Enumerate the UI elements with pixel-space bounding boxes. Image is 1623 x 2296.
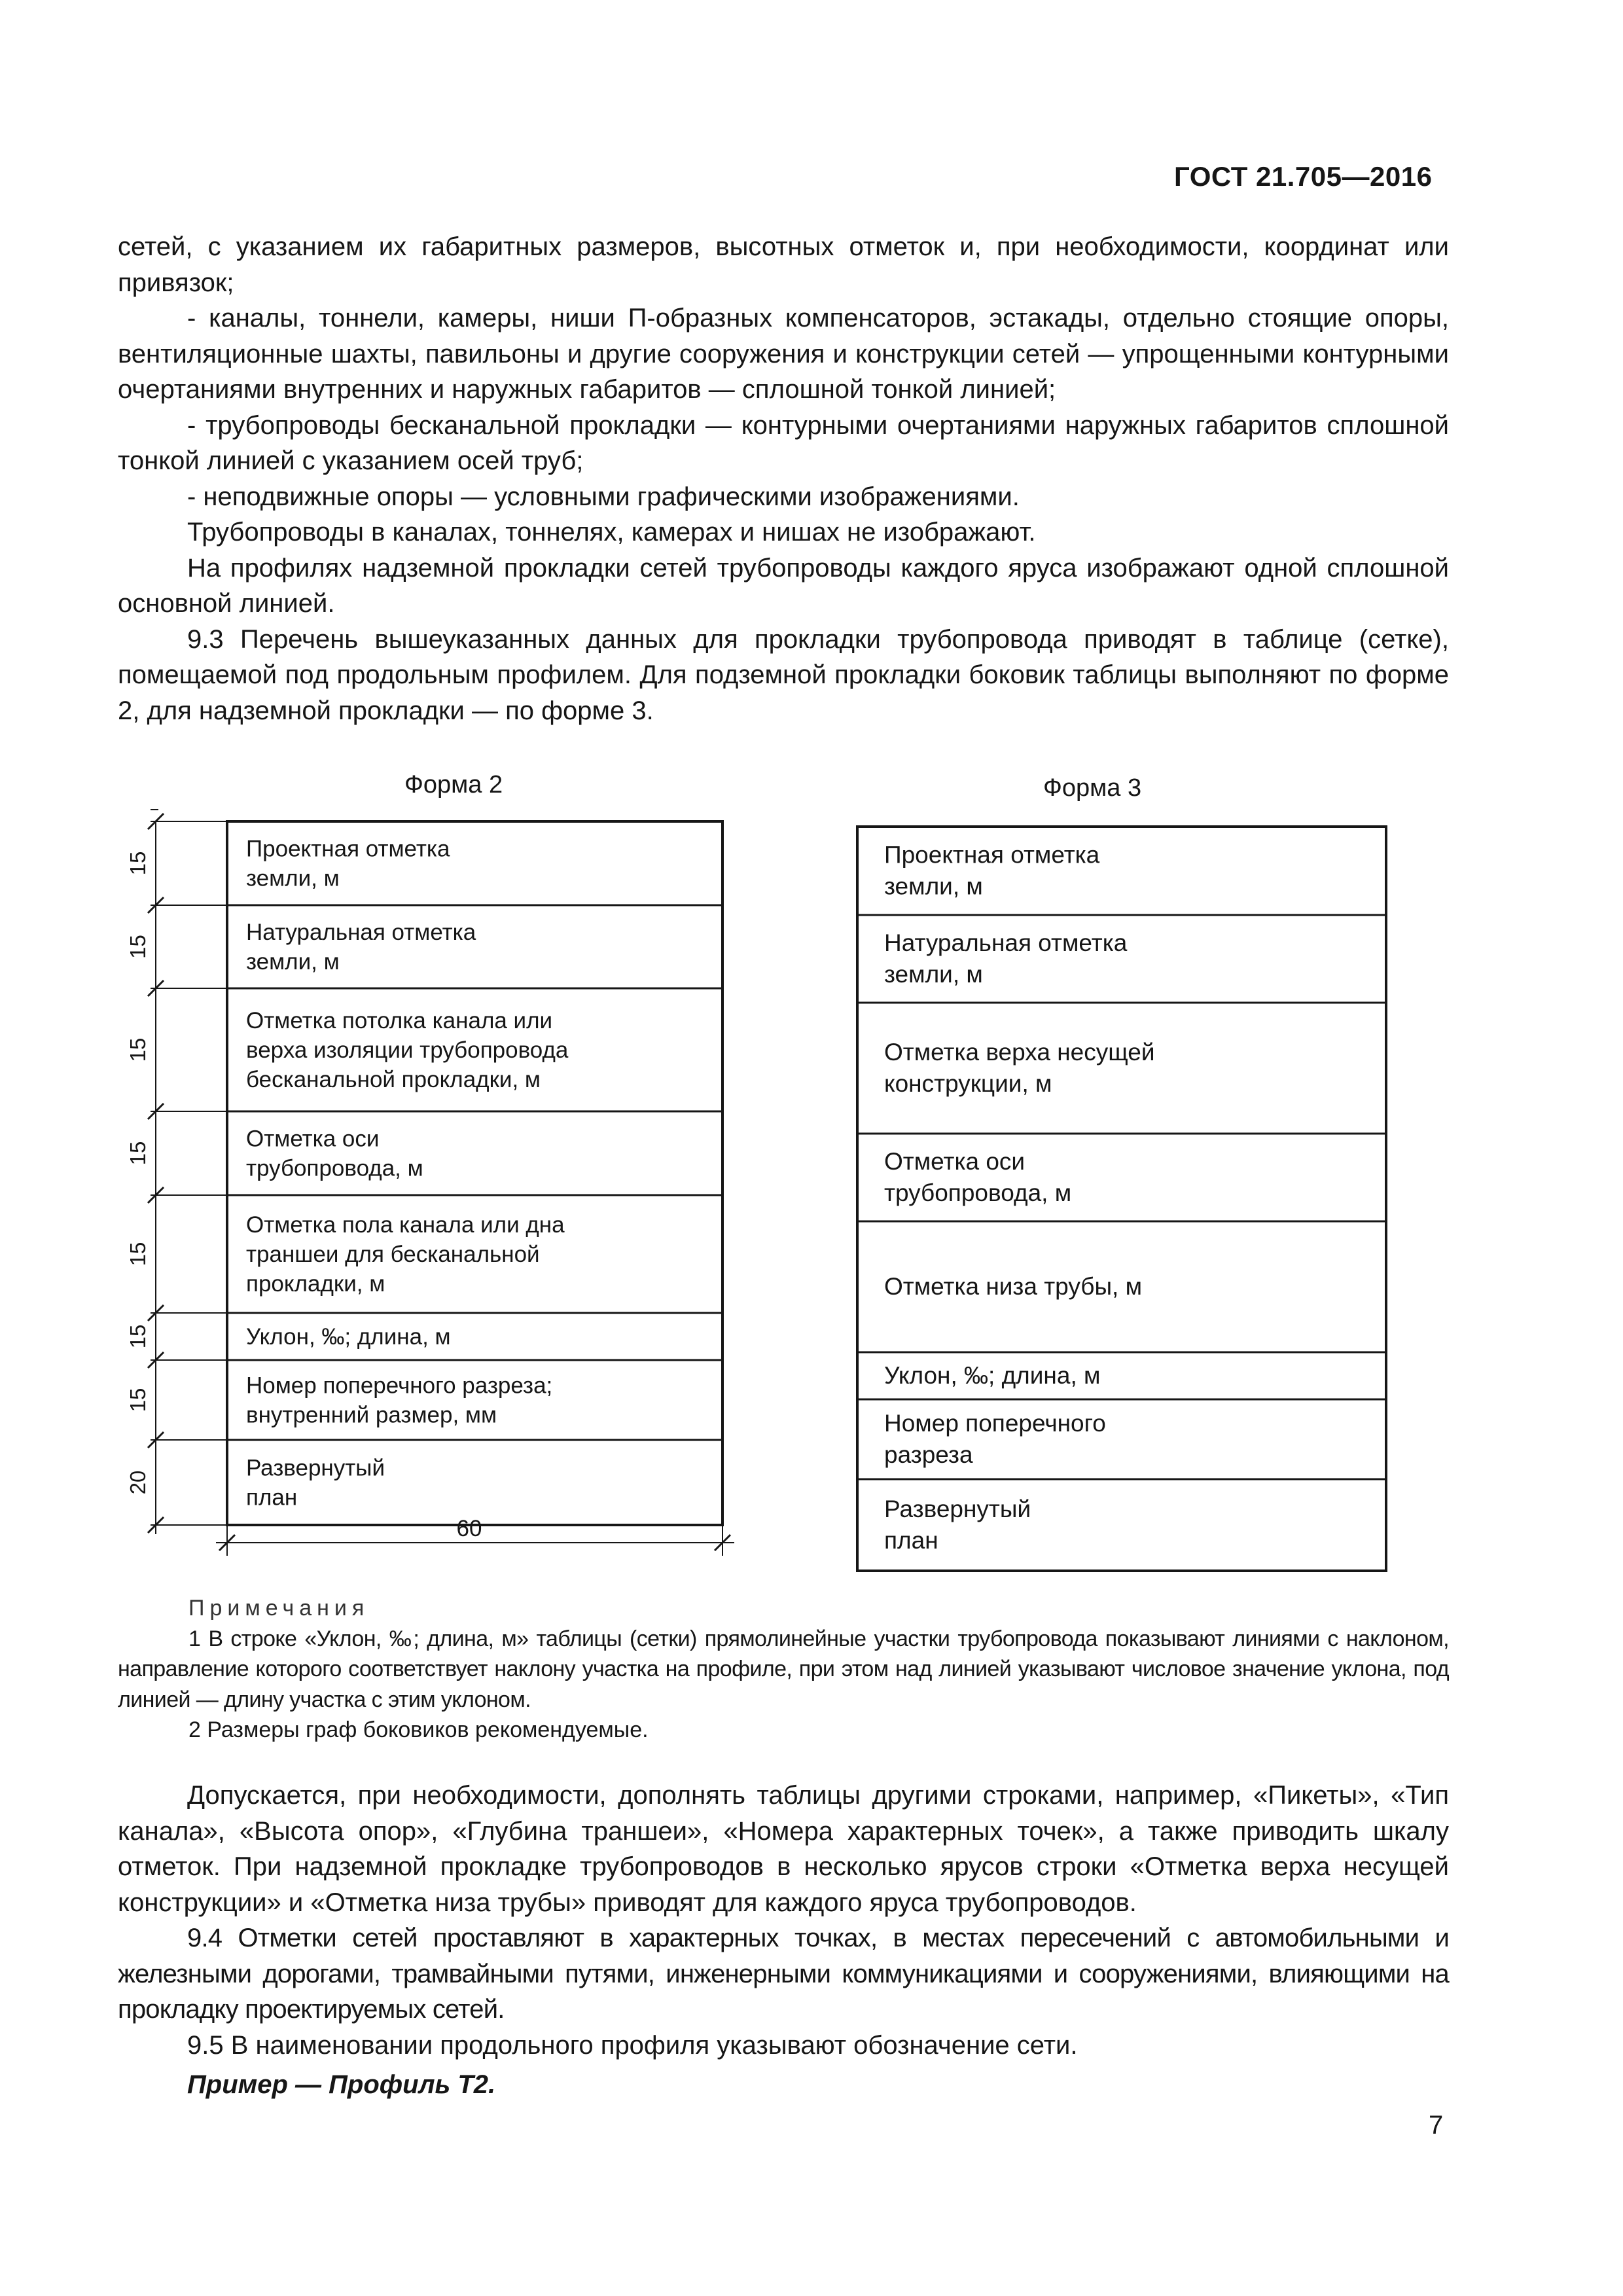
form2-row-dimension: 20 xyxy=(126,1470,150,1495)
form2-cell-text: бесканальной прокладки, м xyxy=(246,1067,541,1092)
form2-cell-text: земли, м xyxy=(246,949,340,975)
note-item: 2 Размеры граф боковиков рекомендуемые. xyxy=(188,1717,649,1742)
form2-cell-text: Отметка потолка канала или xyxy=(246,1008,553,1033)
form2-cell-text: Натуральная отметка xyxy=(246,920,476,945)
paragraph: - трубопроводы бесканальной прокладки — контурными очертаниями наружных габаритов сплошной тонкой линией с указанием осей труб; xyxy=(118,410,1449,475)
paragraph: 9.4 Отметки сетей проставляют в характерных точках, в местах пересечений с автомобильными и железными дорогами, трамвайными путями, инженерными коммуникациями и сооружениями, влияющими на прокладку проектируемых сетей. xyxy=(118,1924,1449,2024)
paragraph: Допускается, при необходимости, дополнять таблицы другими строками, например, «Пикеты», «Тип канала», «Высота опор», «Глубина траншеи», «Номера характерных точек», а также приводить шкалу отметок. При надземной прокладке трубопроводов в несколько ярусов строки «Отметка верха несущей конструкции» и «Отметка низа трубы» приводят для каждого яруса трубопроводов. xyxy=(118,1781,1449,1917)
paragraph: - неподвижные опоры — условными графическими изображениями. xyxy=(187,482,1020,511)
paragraph: сетей, с указанием их габаритных размеров, высотных отметок и, при необходимости, координат или привязок; xyxy=(118,232,1449,297)
form3-cell-text: Натуральная отметка xyxy=(884,929,1128,956)
form3-cell-text: трубопровода, м xyxy=(884,1179,1072,1206)
form3-cell-text: Отметка низа трубы, м xyxy=(884,1273,1143,1300)
document-code: ГОСТ 21.705—2016 xyxy=(1174,161,1433,192)
form3-cell-text: Проектная отметка xyxy=(884,841,1100,869)
notes xyxy=(118,1593,1449,1746)
paragraph: 9.5 В наименовании продольного профиля указывают обозначение сети. xyxy=(187,2030,1078,2060)
bottom-text xyxy=(118,1778,1449,2103)
form2-row-dimension: 15 xyxy=(126,1141,150,1166)
paragraph: На профилях надземной прокладки сетей трубопроводы каждого яруса изображают одной сплошной основной линией. xyxy=(118,553,1449,618)
form2-cell-text: Развернутый xyxy=(246,1455,385,1481)
form3-cell-text: Развернутый xyxy=(884,1496,1031,1522)
form2-row-dimension: 15 xyxy=(126,1037,150,1062)
form2-row-dimension: 15 xyxy=(126,1242,150,1266)
note-item: 1 В строке «Уклон, ‰; длина, м» таблицы (сетки) прямолинейные участки трубопровода показывают линиями с наклоном, направление которого соответствует наклону участка на профиле, при этом над линией указывают числовое значение уклона, под линией — длину участка с этим уклоном. xyxy=(118,1626,1449,1712)
form2-cell-text: Отметка оси xyxy=(246,1126,380,1152)
form2-row-dimension: 15 xyxy=(126,851,150,876)
form2-cell-text: внутренний размер, мм xyxy=(246,1402,497,1428)
form2-cell-text: верха изоляции трубопровода xyxy=(246,1037,569,1063)
form3-cell-text: Отметка верха несущей xyxy=(884,1039,1155,1066)
form3-cell-text: Отметка оси xyxy=(884,1148,1026,1175)
form2-cell-text: прокладки, м xyxy=(246,1271,385,1297)
form3-cell-text: разреза xyxy=(884,1441,973,1468)
form2-cell-text: трубопровода, м xyxy=(246,1155,423,1181)
form3-title: Форма 3 xyxy=(1043,774,1142,802)
form2-cell-text: земли, м xyxy=(246,865,340,891)
form2-title: Форма 2 xyxy=(404,771,503,798)
form2-width-dimension: 60 xyxy=(456,1516,482,1541)
paragraph: - каналы, тоннели, камеры, ниши П-образных компенсаторов, эстакады, отдельно стоящие опоры, вентиляционные шахты, павильоны и другие сооружения и конструкции сетей — упрощенными контурными очертаниями внутренних и наружных габаритов — сплошной тонкой линией; xyxy=(118,304,1449,404)
form2-cell-text: Проектная отметка xyxy=(246,836,450,862)
example-text: Пример — Профиль Т2. xyxy=(187,2070,496,2099)
page-number: 7 xyxy=(1429,2111,1444,2140)
form2-cell-text: Уклон, ‰; длина, м xyxy=(246,1324,451,1350)
form2-cell-text: траншеи для бесканальной xyxy=(246,1242,540,1267)
form3-cell-text: конструкции, м xyxy=(884,1070,1052,1097)
form3-cell-text: план xyxy=(884,1527,938,1554)
form3-cell-text: Номер поперечного xyxy=(884,1410,1106,1437)
form2-row-dimension: 15 xyxy=(126,935,150,959)
form2-row-dimension: 15 xyxy=(126,1388,150,1412)
notes-title: Примечания xyxy=(188,1596,370,1621)
form2-row-dimension: 15 xyxy=(126,1324,150,1349)
form2-cell-text: Отметка пола канала или дна xyxy=(246,1212,565,1238)
form3-cell-text: Уклон, ‰; длина, м xyxy=(884,1362,1101,1389)
form3-cell-text: земли, м xyxy=(884,961,983,988)
form2-cell-text: план xyxy=(246,1484,298,1511)
form2-cell-text: Номер поперечного разреза; xyxy=(246,1372,553,1399)
paragraph: Трубопроводы в каналах, тоннелях, камерах и нишах не изображают. xyxy=(187,518,1036,547)
form3-cell-text: земли, м xyxy=(884,872,983,900)
paragraph: 9.3 Перечень вышеуказанных данных для прокладки трубопровода приводят в таблице (сетке), помещаемой под продольным профилем. Для подземной прокладки боковик таблицы выполняют по форме 2, для надземной прокладки — по форме 3. xyxy=(118,624,1449,725)
